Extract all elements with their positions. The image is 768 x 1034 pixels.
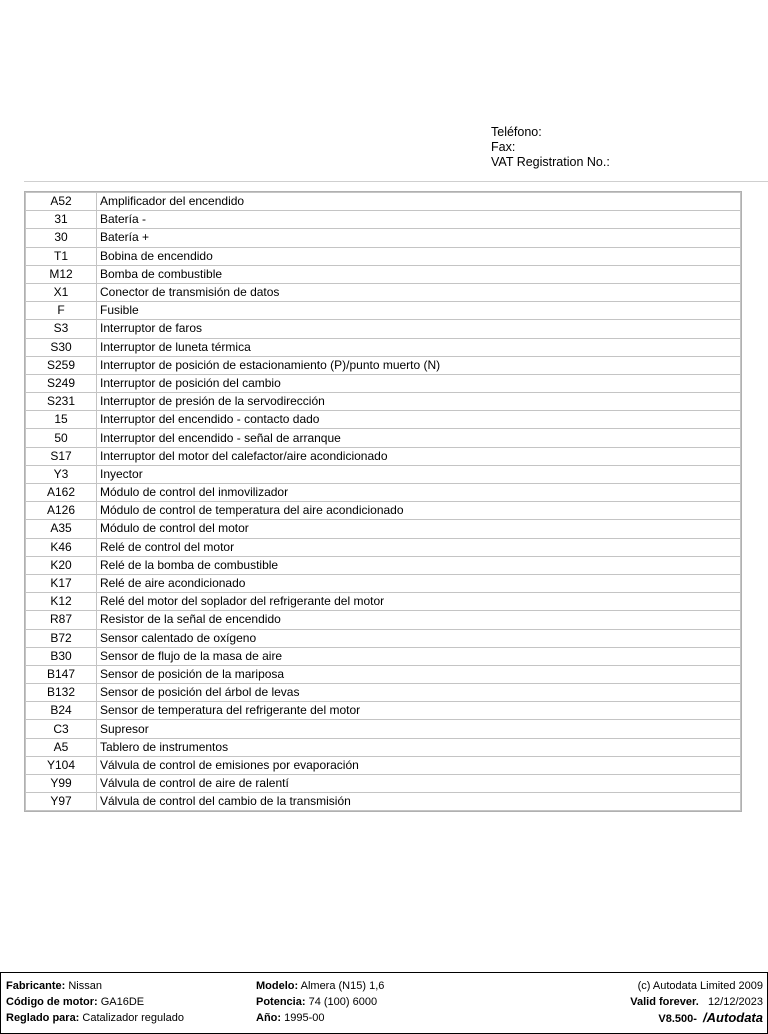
year-value: 1995-00	[284, 1012, 325, 1024]
component-code: 15	[26, 411, 97, 429]
legend-row	[26, 447, 741, 465]
footer-info-box	[0, 972, 768, 1034]
component-code: A162	[26, 484, 97, 502]
component-code: S17	[26, 447, 97, 465]
component-description: Bomba de combustible	[97, 265, 741, 283]
legend-row	[26, 520, 741, 538]
engine-code-label: Código de motor:	[6, 996, 98, 1008]
component-code: T1	[26, 247, 97, 265]
legend-row	[26, 611, 741, 629]
legend-row	[26, 265, 741, 283]
component-code: S249	[26, 374, 97, 392]
phone-label: Teléfono:	[491, 125, 542, 139]
contact-block	[491, 125, 610, 170]
component-description: Fusible	[97, 302, 741, 320]
legend-row	[26, 229, 741, 247]
component-description: Resistor de la señal de encendido	[97, 611, 741, 629]
component-code: R87	[26, 611, 97, 629]
legend-row	[26, 720, 741, 738]
component-description: Supresor	[97, 720, 741, 738]
autodata-logo: /Autodata	[703, 1010, 763, 1025]
legend-row	[26, 502, 741, 520]
component-description: Batería +	[97, 229, 741, 247]
component-code: A126	[26, 502, 97, 520]
vat-label: VAT Registration No.:	[491, 155, 610, 169]
tuning-label: Reglado para:	[6, 1012, 80, 1024]
component-code: S259	[26, 356, 97, 374]
print-date: 12/12/2023	[707, 996, 763, 1008]
power-value: 74 (100) 6000	[308, 996, 378, 1008]
component-code: K12	[26, 593, 97, 611]
legend-row	[26, 702, 741, 720]
legend-row	[26, 374, 741, 392]
component-code: B24	[26, 702, 97, 720]
manufacturer-value: Nissan	[68, 980, 102, 992]
component-code: 31	[26, 211, 97, 229]
legend-row	[26, 593, 741, 611]
component-code: B147	[26, 665, 97, 683]
legend-body	[26, 193, 741, 811]
legend-row	[26, 756, 741, 774]
component-code: S3	[26, 320, 97, 338]
component-code: A35	[26, 520, 97, 538]
manufacturer-row	[6, 978, 184, 994]
legend-row	[26, 465, 741, 483]
fax-label: Fax:	[491, 140, 516, 154]
brand-text: Autodata	[706, 1010, 763, 1025]
component-description: Conector de transmisión de datos	[97, 283, 741, 301]
footer-right-column	[630, 978, 763, 1027]
legend-row	[26, 320, 741, 338]
component-description: Interruptor de luneta térmica	[97, 338, 741, 356]
component-code: B132	[26, 684, 97, 702]
valid-label: Valid forever.	[630, 996, 699, 1008]
component-code: F	[26, 302, 97, 320]
footer-middle-column	[256, 978, 384, 1026]
component-description: Sensor de temperatura del refrigerante del motor	[97, 702, 741, 720]
year-label: Año:	[256, 1012, 282, 1024]
component-description: Válvula de control del cambio de la transmisión	[97, 793, 741, 811]
legend-row	[26, 338, 741, 356]
component-description: Sensor de posición del árbol de levas	[97, 684, 741, 702]
component-code: B72	[26, 629, 97, 647]
component-description: Inyector	[97, 465, 741, 483]
legend-row	[26, 538, 741, 556]
power-label: Potencia:	[256, 996, 306, 1008]
component-description: Batería -	[97, 211, 741, 229]
component-description: Relé de la bomba de combustible	[97, 556, 741, 574]
legend-row	[26, 793, 741, 811]
component-description: Interruptor de faros	[97, 320, 741, 338]
component-code: 50	[26, 429, 97, 447]
header-divider	[24, 181, 768, 182]
legend-row	[26, 629, 741, 647]
legend-row	[26, 738, 741, 756]
component-description: Interruptor de posición de estacionamiento (P)/punto muerto (N)	[97, 356, 741, 374]
component-code: K17	[26, 574, 97, 592]
component-code: Y97	[26, 793, 97, 811]
component-code: C3	[26, 720, 97, 738]
component-description: Válvula de control de emisiones por evaporación	[97, 756, 741, 774]
component-code: M12	[26, 265, 97, 283]
model-value: Almera (N15) 1,6	[300, 980, 385, 992]
model-label: Modelo:	[256, 980, 299, 992]
component-description: Módulo de control del inmovilizador	[97, 484, 741, 502]
component-description: Amplificador del encendido	[97, 193, 741, 211]
version-text: V8.500-	[658, 1013, 697, 1025]
component-code: K20	[26, 556, 97, 574]
component-legend-table	[24, 191, 742, 812]
component-description: Tablero de instrumentos	[97, 738, 741, 756]
component-code: 30	[26, 229, 97, 247]
manufacturer-label: Fabricante:	[6, 980, 66, 992]
component-description: Sensor de posición de la mariposa	[97, 665, 741, 683]
component-code: X1	[26, 283, 97, 301]
legend-row	[26, 411, 741, 429]
version-row	[630, 1010, 763, 1027]
legend-row	[26, 356, 741, 374]
component-description: Bobina de encendido	[97, 247, 741, 265]
component-description: Interruptor del motor del calefactor/aire acondicionado	[97, 447, 741, 465]
component-description: Válvula de control de aire de ralentí	[97, 775, 741, 793]
component-code: A5	[26, 738, 97, 756]
legend-row	[26, 775, 741, 793]
component-code: Y3	[26, 465, 97, 483]
component-description: Relé del motor del soplador del refrigerante del motor	[97, 593, 741, 611]
component-description: Interruptor del encendido - contacto dado	[97, 411, 741, 429]
component-description: Interruptor de posición del cambio	[97, 374, 741, 392]
legend-row	[26, 429, 741, 447]
component-description: Sensor de flujo de la masa de aire	[97, 647, 741, 665]
legend-row	[26, 193, 741, 211]
copyright-text: (c) Autodata Limited 2009	[637, 980, 763, 992]
legend-row	[26, 665, 741, 683]
component-code: Y99	[26, 775, 97, 793]
component-description: Módulo de control de temperatura del aire acondicionado	[97, 502, 741, 520]
legend-row	[26, 556, 741, 574]
component-description: Interruptor del encendido - señal de arranque	[97, 429, 741, 447]
component-description: Módulo de control del motor	[97, 520, 741, 538]
legend-row	[26, 684, 741, 702]
legend-row	[26, 484, 741, 502]
legend-row	[26, 211, 741, 229]
power-row	[256, 994, 384, 1010]
model-row	[256, 978, 384, 994]
component-description: Sensor calentado de oxígeno	[97, 629, 741, 647]
footer-left-column	[6, 978, 184, 1026]
component-code: A52	[26, 193, 97, 211]
engine-code-value: GA16DE	[100, 996, 145, 1008]
component-description: Relé de control del motor	[97, 538, 741, 556]
legend-row	[26, 574, 741, 592]
validity-row	[630, 994, 763, 1010]
component-code: S231	[26, 393, 97, 411]
tuning-value: Catalizador regulado	[82, 1012, 184, 1024]
legend-row	[26, 283, 741, 301]
component-code: K46	[26, 538, 97, 556]
legend-row	[26, 393, 741, 411]
legend-row	[26, 302, 741, 320]
component-code: B30	[26, 647, 97, 665]
engine-code-row	[6, 994, 184, 1010]
legend-row	[26, 647, 741, 665]
component-description: Interruptor de presión de la servodirección	[97, 393, 741, 411]
component-description: Relé de aire acondicionado	[97, 574, 741, 592]
component-code: S30	[26, 338, 97, 356]
legend-row	[26, 247, 741, 265]
component-code: Y104	[26, 756, 97, 774]
